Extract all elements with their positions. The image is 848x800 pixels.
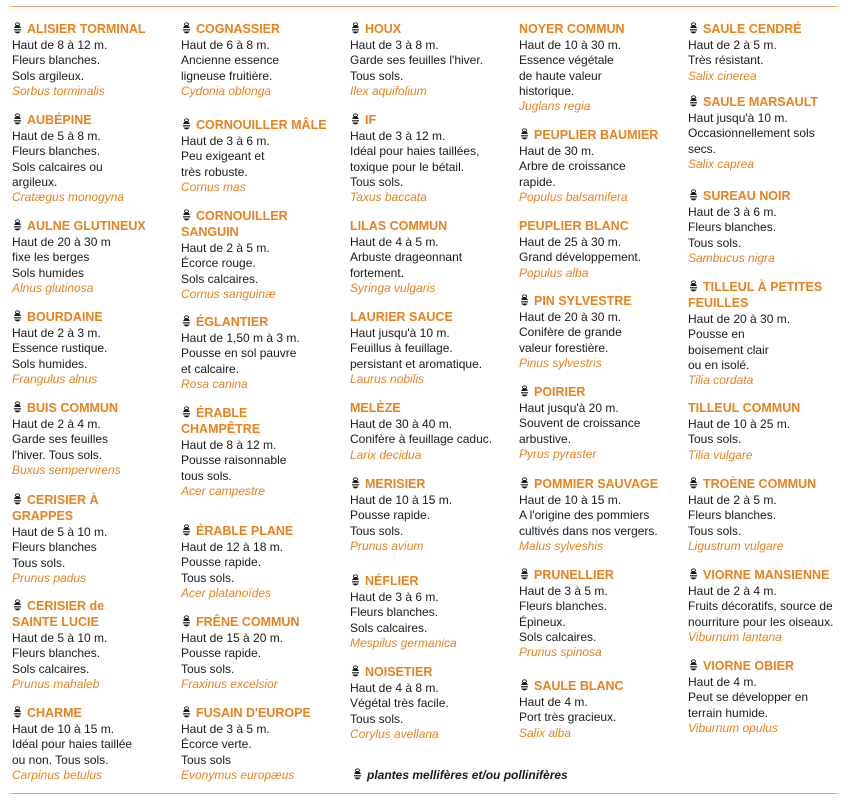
latin-name: Juglans regia	[519, 99, 591, 114]
bee-icon	[688, 659, 699, 671]
plant-entry	[688, 189, 848, 266]
plant-name: TILLEUL COMMUN	[688, 401, 801, 415]
plant-name: LILAS COMMUN	[350, 219, 448, 233]
plant-description: Occasionnellement sols	[688, 126, 815, 141]
plant-description: Conifère à feuillage caduc.	[350, 432, 493, 447]
latin-name: Sambucus nigra	[688, 250, 775, 265]
latin-name: Mespilus germanica	[350, 635, 457, 650]
plant-entry	[350, 477, 510, 554]
plant-description: ligneuse fruitière.	[181, 68, 273, 83]
plant-entry	[519, 568, 679, 660]
latin-name: Prunus mahaleb	[12, 676, 100, 691]
plant-name: MELÈZE	[350, 401, 401, 415]
plant-description: Garde ses feuilles l'hiver.	[350, 53, 484, 68]
plant-name: NÉFLIER	[350, 574, 510, 589]
plant-description: nourriture pour les oiseaux.	[688, 614, 834, 629]
plant-entry	[688, 568, 848, 645]
plant-name: ALISIER TORMINAL	[12, 22, 172, 37]
latin-name: Alnus glutinosa	[12, 280, 94, 295]
plant-description: Ancienne essence	[181, 53, 280, 68]
plant-name: FRÊNE COMMUN	[181, 615, 341, 630]
plant-description: Haut de 3 à 5 m.	[519, 584, 608, 598]
plant-description: Haut de 4 m.	[688, 675, 757, 689]
plant-description: rapide.	[519, 174, 556, 189]
bee-icon	[12, 22, 23, 34]
latin-name: Ligustrum vulgare	[688, 538, 784, 553]
latin-name: Malus sylveshis	[519, 538, 604, 553]
plant-description: Haut de 5 à 10 m.	[12, 631, 108, 645]
plant-description: Arbre de croissance	[519, 159, 626, 174]
plant-name: SAULE BLANC	[519, 679, 679, 694]
plant-name: NOISETIER	[350, 665, 510, 680]
plant-description: Haut de 10 à 30 m.	[519, 38, 622, 52]
plant-description: Tous sols.	[688, 523, 742, 538]
plant-description: Pousse en	[688, 327, 745, 342]
plant-description: Pousse rapide.	[350, 508, 431, 523]
plant-description: Écorce rouge.	[181, 256, 256, 271]
plant-description: Tous sols.	[350, 174, 404, 189]
plant-description: Sols humides	[12, 265, 85, 280]
latin-name: Prunus spinosa	[519, 645, 602, 660]
plant-description: toxique pour le bétail.	[350, 159, 465, 174]
plant-description: Sols calcaires.	[181, 271, 259, 286]
plant-name: ÉGLANTIER	[181, 315, 341, 330]
plant-name: GRAPPES	[12, 509, 74, 523]
plant-description: Végétal très facile.	[350, 696, 449, 711]
bee-icon	[519, 385, 530, 397]
latin-name: Rosa canina	[181, 376, 248, 391]
bee-icon	[350, 574, 361, 586]
plant-description: Idéal pour haies taillées,	[350, 144, 480, 159]
plant-description: l'hiver. Tous sols.	[12, 447, 103, 462]
plant-name: PIN SYLVESTRE	[519, 294, 679, 309]
plant-entry	[12, 706, 172, 783]
plant-description: Souvent de croissance	[519, 416, 641, 431]
plant-description: Tous sols.	[12, 555, 66, 570]
bee-icon	[688, 95, 699, 107]
plant-entry	[181, 22, 341, 99]
plant-description: Haut de 20 à 30 m.	[519, 310, 622, 324]
bee-icon	[519, 568, 530, 580]
plant-description: Haut jusqu'à 10 m.	[688, 111, 788, 125]
plant-entry	[12, 22, 172, 99]
plant-entry	[350, 219, 510, 296]
bee-icon	[688, 22, 699, 34]
top-divider	[10, 6, 838, 7]
plant-description: Haut de 4 à 8 m.	[350, 681, 439, 695]
plant-description: Tous sols.	[181, 570, 235, 585]
plant-entry	[688, 280, 848, 388]
plant-name: VIORNE OBIER	[688, 659, 848, 674]
plant-description: Haut de 1,50 m à 3 m.	[181, 331, 300, 345]
latin-name: Buxus sempervirens	[12, 462, 121, 477]
plant-description: Haut de 10 à 15 m.	[12, 722, 115, 736]
plant-description: Peu exigeant et	[181, 149, 265, 164]
plant-entry	[350, 665, 510, 742]
plant-description: Tous sols.	[350, 523, 404, 538]
plant-description: Essence rustique.	[12, 341, 108, 356]
latin-name: Salix caprea	[688, 156, 755, 171]
plant-entry	[688, 401, 848, 463]
bee-icon	[688, 477, 699, 489]
plant-description: Pousse rapide.	[181, 555, 262, 570]
plant-description: Haut de 5 à 8 m.	[12, 129, 101, 143]
plant-description: Fleurs blanches.	[688, 220, 777, 235]
plant-description: fixe les berges	[12, 250, 90, 265]
plant-name: PEUPLIER BLANC	[519, 219, 629, 233]
plant-description: Haut de 5 à 10 m.	[12, 525, 108, 539]
plant-description: et calcaire.	[181, 361, 240, 376]
plant-description: Garde ses feuilles	[12, 432, 109, 447]
plant-description: Tous sols.	[350, 711, 404, 726]
plant-name: FEUILLES	[688, 296, 749, 310]
plant-name: POIRIER	[519, 385, 679, 400]
plant-description: Essence végétale	[519, 53, 614, 68]
bee-icon	[350, 22, 361, 34]
bee-icon	[12, 310, 23, 322]
latin-name: Cornus sanguinæ	[181, 286, 276, 301]
plant-description: Haut de 20 à 30 m	[12, 235, 111, 249]
latin-name: Cratægus monogyna	[12, 190, 125, 205]
plant-description: Feuillus à feuillage.	[350, 341, 453, 356]
plant-description: Haut de 2 à 5 m.	[688, 493, 777, 507]
plant-description: Haut de 3 à 12 m.	[350, 129, 446, 143]
plant-name: ÉRABLE	[181, 406, 341, 421]
plant-entry	[12, 310, 172, 387]
plant-description: Haut de 3 à 5 m.	[181, 722, 270, 736]
bee-icon	[181, 706, 192, 718]
bee-icon	[181, 406, 192, 418]
plant-description: Haut de 3 à 8 m.	[350, 38, 439, 52]
plant-entry	[350, 401, 510, 463]
latin-name: Ilex aquifolium	[350, 83, 427, 98]
plant-description: Haut de 10 à 15 m.	[519, 493, 622, 507]
plant-name: SUREAU NOIR	[688, 189, 848, 204]
plant-entry	[350, 22, 510, 99]
bee-icon	[181, 118, 192, 130]
latin-name: Cornus mas	[181, 179, 246, 194]
plant-name: CERISIER À	[12, 493, 172, 508]
bee-icon	[12, 219, 23, 231]
plant-entry	[519, 22, 679, 114]
plant-entry	[181, 315, 341, 392]
bee-icon	[12, 113, 23, 125]
bee-icon	[519, 477, 530, 489]
plant-entry	[12, 493, 172, 586]
latin-name: Sorbus torminalis	[12, 83, 105, 98]
bee-icon	[519, 294, 530, 306]
bee-icon	[181, 22, 192, 34]
latin-name: Tilia vulgare	[688, 447, 753, 462]
plant-description: secs.	[688, 141, 717, 156]
latin-name: Frangulus alnus	[12, 371, 98, 386]
plant-entry	[688, 659, 848, 736]
plant-name: CHARME	[12, 706, 172, 721]
latin-name: Viburnum lantana	[688, 629, 782, 644]
plant-name: MERISIER	[350, 477, 510, 492]
plant-description: ou non. Tous sols.	[12, 752, 109, 767]
plant-entry	[12, 401, 172, 478]
plant-description: Haut de 2 à 5 m.	[688, 38, 777, 52]
bee-icon	[181, 615, 192, 627]
plant-description: Grand développement.	[519, 250, 642, 265]
bee-icon	[12, 599, 23, 611]
plant-name: CORNOUILLER MÂLE	[181, 118, 341, 133]
bee-icon	[350, 113, 361, 125]
plant-name: SAULE MARSAULT	[688, 95, 848, 110]
plant-entry	[12, 113, 172, 205]
plant-description: Port très gracieux.	[519, 710, 617, 725]
latin-name: Fraxinus excelsior	[181, 676, 278, 691]
plant-description: Haut de 30 m.	[519, 144, 595, 158]
plant-description: Tous sols.	[688, 235, 742, 250]
plant-entry	[519, 477, 679, 554]
bee-icon	[350, 477, 361, 489]
plant-entry	[350, 574, 510, 651]
plant-description: Tous sols	[181, 752, 232, 767]
latin-name: Prunus avium	[350, 538, 424, 553]
latin-name: Acer campestre	[181, 483, 266, 498]
plant-description: Fleurs blanches	[12, 540, 97, 555]
plant-description: persistant et aromatique.	[350, 356, 483, 371]
plant-description: Haut jusqu'à 10 m.	[350, 326, 450, 340]
plant-entry	[519, 679, 679, 741]
bee-icon	[181, 524, 192, 536]
plant-description: terrain humide.	[688, 705, 769, 720]
plant-description: Tous sols.	[181, 661, 235, 676]
latin-name: Salix alba	[519, 725, 572, 740]
plant-name: CHAMPÊTRE	[181, 422, 261, 436]
plant-description: Épineux.	[519, 614, 566, 629]
latin-name: Laurus nobilis	[350, 371, 425, 386]
latin-name: Populus balsamifera	[519, 189, 628, 204]
plant-description: Fleurs blanches.	[688, 508, 777, 523]
latin-name: Viburnum opulus	[688, 720, 778, 735]
bee-icon	[688, 189, 699, 201]
plant-description: Haut de 10 à 15 m.	[350, 493, 453, 507]
plant-description: de haute valeur	[519, 68, 602, 83]
plant-description: Haut de 15 à 20 m.	[181, 631, 284, 645]
plant-entry	[519, 219, 679, 281]
plant-description: Arbuste drageonnant	[350, 250, 463, 265]
latin-name: Carpinus betulus	[12, 767, 103, 782]
plant-description: Sols calcaires.	[519, 629, 597, 644]
plant-description: très robuste.	[181, 164, 248, 179]
plant-description: Tous sols.	[350, 68, 404, 83]
latin-name: Corylus avellana	[350, 726, 439, 741]
plant-description: Haut de 3 à 6 m.	[350, 590, 439, 604]
plant-description: Haut de 30 à 40 m.	[350, 417, 453, 431]
plant-entry	[181, 209, 341, 302]
plant-description: Pousse raisonnable	[181, 453, 287, 468]
plant-description: boisement clair	[688, 342, 769, 357]
plant-description: Sols calcaires.	[350, 620, 428, 635]
latin-name: Taxus baccata	[350, 190, 427, 205]
plant-entry	[519, 128, 679, 205]
plant-name: TROÈNE COMMUN	[688, 477, 848, 492]
plant-description: Écorce verte.	[181, 737, 252, 752]
bee-icon	[12, 493, 23, 505]
plant-name: HOUX	[350, 22, 510, 37]
bee-icon	[688, 568, 699, 580]
plant-description: Tous sols.	[688, 432, 742, 447]
plant-description: argileux.	[12, 174, 58, 189]
bee-icon	[181, 315, 192, 327]
plant-description: tous sols.	[181, 468, 232, 483]
plant-description: arbustive.	[519, 431, 572, 446]
plant-entry	[519, 294, 679, 371]
plant-description: Haut de 20 à 30 m.	[688, 312, 791, 326]
plant-description: Haut de 2 à 4 m.	[688, 584, 777, 598]
plant-description: Haut de 2 à 5 m.	[181, 241, 270, 255]
plant-description: valeur forestière.	[519, 340, 609, 355]
latin-name: Pinus sylvestris	[519, 355, 602, 370]
plant-name: AUBÉPINE	[12, 113, 172, 128]
plant-description: Haut de 12 à 18 m.	[181, 540, 284, 554]
plant-description: Haut jusqu'à 20 m.	[519, 401, 619, 415]
plant-description: Haut de 8 à 12 m.	[12, 38, 108, 52]
bee-icon	[12, 706, 23, 718]
latin-name: Populus alba	[519, 265, 589, 280]
bee-icon	[181, 209, 192, 221]
plant-name: POMMIER SAUVAGE	[519, 477, 679, 492]
plant-description: A l'origine des pommiers	[519, 508, 650, 523]
legend	[352, 768, 568, 782]
plant-description: Haut de 25 à 30 m.	[519, 235, 622, 249]
plant-name: LAURIER SAUCE	[350, 310, 453, 324]
plant-description: Sols calcaires.	[12, 661, 90, 676]
plant-description: Haut de 10 à 25 m.	[688, 417, 791, 431]
plant-description: Haut de 4 à 5 m.	[350, 235, 439, 249]
plant-description: Très résistant.	[688, 53, 764, 68]
plant-description: Fruits décoratifs, source de	[688, 599, 833, 614]
plant-description: Peut se développer en	[688, 690, 809, 705]
plant-entry	[181, 615, 341, 692]
latin-name: Pyrus pyraster	[519, 446, 597, 461]
plant-description: Fleurs blanches.	[12, 53, 101, 68]
plant-description: Haut de 2 à 3 m.	[12, 326, 101, 340]
plant-entry	[12, 599, 172, 692]
plant-name: SAULE CENDRÉ	[688, 22, 848, 37]
plant-name: PEUPLIER BAUMIER	[519, 128, 679, 143]
plant-description: Conifère de grande	[519, 325, 622, 340]
plant-name: ÉRABLE PLANE	[181, 524, 341, 539]
latin-name: Cydonia oblonga	[181, 83, 272, 98]
plant-description: Haut de 4 m.	[519, 695, 588, 709]
plant-description: Sols argileux.	[12, 68, 85, 83]
plant-name: BOURDAINE	[12, 310, 172, 325]
plant-description: Fleurs blanches.	[12, 646, 101, 661]
latin-name: Salix cinerea	[688, 68, 757, 83]
plant-name: VIORNE MANSIENNE	[688, 568, 848, 583]
latin-name: Larix decidua	[350, 447, 422, 462]
latin-name: Evonymus europæus	[181, 767, 295, 782]
plant-description: Haut de 6 à 8 m.	[181, 38, 270, 52]
plant-name: AULNE GLUTINEUX	[12, 219, 172, 234]
plant-description: Sols humides.	[12, 356, 88, 371]
plant-name: COGNASSIER	[181, 22, 341, 37]
plant-description: historique.	[519, 83, 575, 98]
bee-icon	[519, 679, 530, 691]
bottom-divider	[10, 793, 838, 794]
plant-description: Haut de 3 à 6 m.	[181, 134, 270, 148]
plant-entry	[12, 219, 172, 296]
bee-icon	[519, 128, 530, 140]
plant-name: BUIS COMMUN	[12, 401, 172, 416]
plant-name: PRUNELLIER	[519, 568, 679, 583]
latin-name: Syringa vulgaris	[350, 280, 436, 295]
plant-name: TILLEUL À PETITES	[688, 280, 848, 295]
plant-entry	[181, 406, 341, 499]
plant-name: CORNOUILLER	[181, 209, 341, 224]
plant-entry	[350, 113, 510, 205]
latin-name: Acer platanoïdes	[181, 585, 272, 600]
plant-description: Fleurs blanches.	[519, 599, 608, 614]
plant-entry	[688, 477, 848, 554]
plant-description: Idéal pour haies taillée	[12, 737, 133, 752]
plant-description: Fleurs blanches.	[12, 144, 101, 159]
plant-description: Haut de 3 à 6 m.	[688, 205, 777, 219]
plant-name: SANGUIN	[181, 225, 239, 239]
bee-icon	[352, 768, 363, 780]
bee-icon	[688, 280, 699, 292]
plant-entry	[181, 706, 341, 783]
latin-name: Tilia cordata	[688, 373, 754, 388]
bee-icon	[12, 401, 23, 413]
legend-text: plantes mellifères et/ou pollinifères	[367, 768, 568, 782]
plant-description: Sols calcaires ou	[12, 159, 103, 174]
plant-description: cultivés dans nos vergers.	[519, 523, 658, 538]
plant-description: Haut de 8 à 12 m.	[181, 438, 277, 452]
plant-name: CERISIER de	[12, 599, 172, 614]
plant-entry	[350, 310, 510, 387]
plant-entry	[688, 95, 848, 172]
plant-description: Haut de 2 à 4 m.	[12, 417, 101, 431]
plant-entry	[181, 118, 341, 195]
plant-description: ou en isolé.	[688, 357, 750, 372]
plant-description: Pousse en sol pauvre	[181, 346, 297, 361]
plant-name: IF	[350, 113, 510, 128]
plant-description: fortement.	[350, 265, 405, 280]
plant-description: Pousse rapide.	[181, 646, 262, 661]
plant-name: FUSAIN D'EUROPE	[181, 706, 341, 721]
latin-name: Prunus padus	[12, 570, 87, 585]
plant-description: Fleurs blanches.	[350, 605, 439, 620]
plant-name: NOYER COMMUN	[519, 22, 625, 36]
plant-name: SAINTE LUCIE	[12, 615, 99, 629]
bee-icon	[350, 665, 361, 677]
plant-entry	[519, 385, 679, 462]
plant-entry	[688, 22, 848, 84]
plant-entry	[181, 524, 341, 601]
